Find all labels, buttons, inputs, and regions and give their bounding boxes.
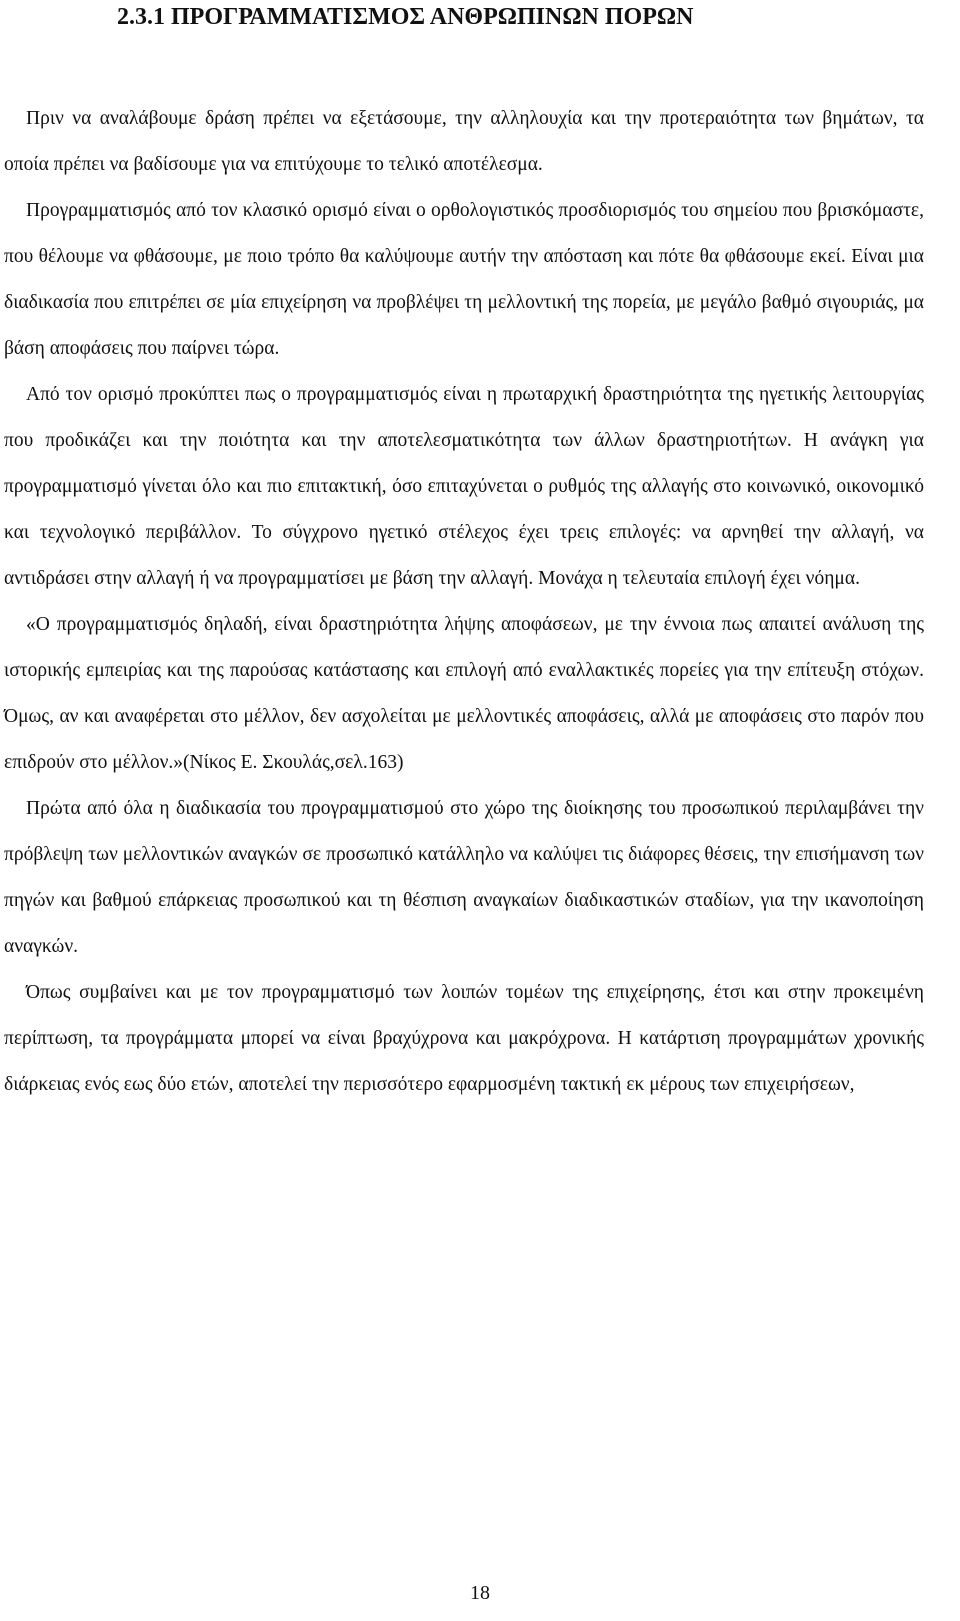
paragraph-quote: «Ο προγραμματισμός δηλαδή, είναι δραστηριότητα λήψης αποφάσεων, με την έννοια πως απαιτεί ανάλυση της ιστορικής εμπειρίας και της παρούσας κατάστασης και επιλογή από εναλλακτικές πορείες για την επίτευξη στόχων. Όμως, αν και αναφέρεται στο μέλλον, δεν ασχολείται με μελλοντικές αποφάσεις, αλλά με αποφάσεις στο παρόν που επιδρούν στο μέλλον.»(Νίκος Ε. Σκουλάς,σελ.163) [4,614,924,773]
section-heading: 2.3.1 ΠΡΟΓΡΑΜΜΑΤΙΣΜΟΣ ΑΝΘΡΩΠΙΝΩΝ ΠΟΡΩΝ [117,4,694,30]
page-number: 18 [470,1582,490,1604]
paragraph-program-duration: Όπως συμβαίνει και με τον προγραμματισμό των λοιπών τομέων της επιχείρησης, έτσι και στην προκειμένη περίπτωση, τα προγράμματα μπορεί να είναι βραχύχρονα και μακρόχρονα. Η κατάρτιση προγραμμάτων χρονικής διάρκειας ενός εως δύο ετών, αποτελεί την περισσότερο εφαρμοσμένη τακτική εκ μέρους των επιχειρήσεων, [4,982,924,1095]
paragraph-definition: Προγραμματισμός από τον κλασικό ορισμό είναι ο ορθολογιστικός προσδιορισμός του σημείου που βρισκόμαστε, που θέλουμε να φθάσουμε, με ποιο τρόπο θα καλύψουμε αυτήν την απόσταση και πότε θα φθάσουμε εκεί. Είναι μια διαδικασία που επιτρέπει σε μία επιχείρηση να προβλέψει τη μελλοντική της πορεία, με μεγάλο βαθμό σιγουριάς, μα βάση αποφάσεις που παίρνει τώρα. [4,200,924,359]
body-text [4,96,924,1108]
paragraph-intro: Πριν να αναλάβουμε δράση πρέπει να εξετάσουμε, την αλληλουχία και την προτεραιότητα των βημάτων, τα οποία πρέπει να βαδίσουμε για να επιτύχουμε το τελικό αποτέλεσμα. [4,108,924,175]
paragraph-leadership: Από τον ορισμό προκύπτει πως ο προγραμματισμός είναι η πρωταρχική δραστηριότητα της ηγετικής λειτουργίας που προδικάζει και την ποιότητα και την αποτελεσματικότητα των άλλων δραστηριοτήτων. Η ανάγκη για προγραμματισμό γίνεται όλο και πιο επιτακτική, όσο επιταχύνεται ο ρυθμός της αλλαγής στο κοινωνικό, οικονομικό και τεχνολογικό περιβάλλον. Το σύγχρονο ηγετικό στέλεχος έχει τρεις επιλογές: να αρνηθεί την αλλαγή, να αντιδράσει στην αλλαγή ή να προγραμματίσει με βάση την αλλαγή. Μονάχα η τελευταία επιλογή έχει νόημα. [4,384,924,589]
paragraph-personnel-planning: Πρώτα από όλα η διαδικασία του προγραμματισμού στο χώρο της διοίκησης του προσωπικού περιλαμβάνει την πρόβλεψη των μελλοντικών αναγκών σε προσωπικό κατάλληλο να καλύψει τις διάφορες θέσεις, την επισήμανση των πηγών και βαθμού επάρκειας προσωπικού και τη θέσπιση αναγκαίων διαδικαστικών σταδίων, για την ικανοποίηση αναγκών. [4,798,924,957]
